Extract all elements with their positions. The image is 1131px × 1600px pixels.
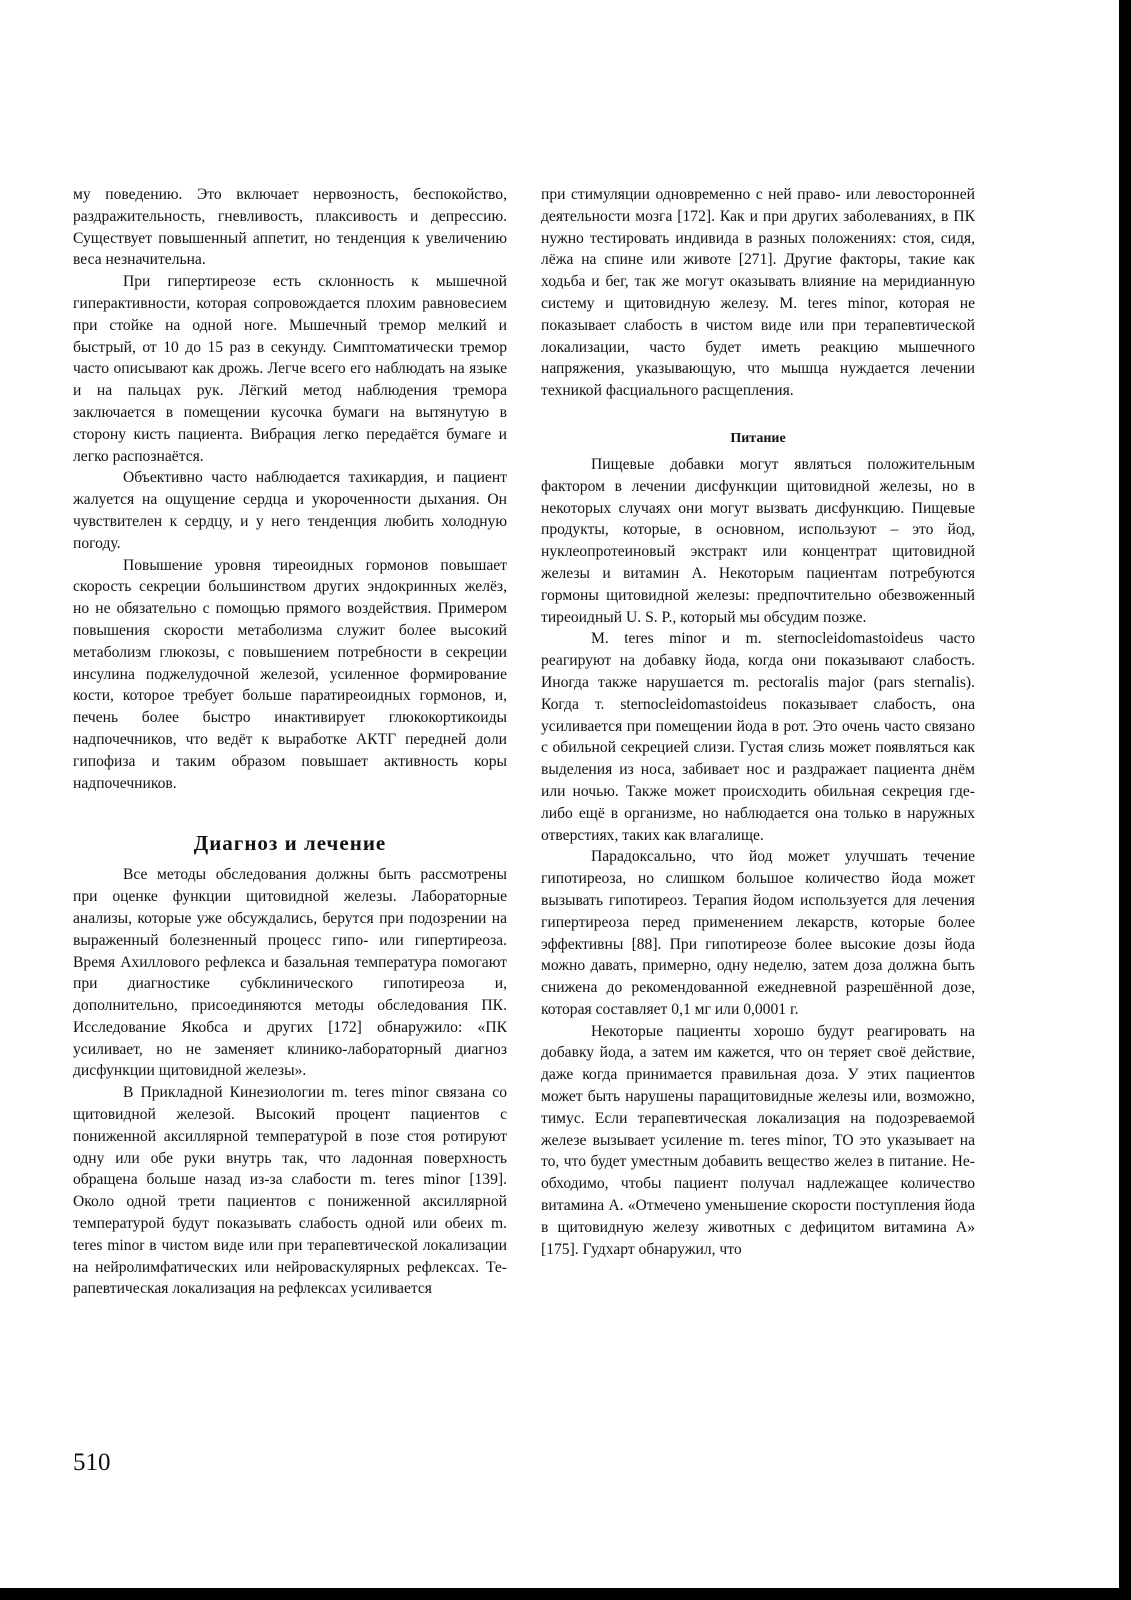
scan-edge-bottom <box>0 1588 1131 1600</box>
paragraph: Некоторые пациенты хорошо будут реагировать на добавку йода, а затем им кажется, что он теряет своё действие, даже когда принимается правильная доза. У этих пациентов может быть нарушены паращитовидные железы или, возможно, тимус. Если терапевтическая локализация на подозреваемой железе вызывает усиление m. teres minor, ТО это указывает на то, что будет уместным добавить вещество желез в питание. Необходимо, чтобы пациент получал надлежащее количество витамина А. «Отмечено уменьшение скорости поступления йода в щитовидную железу животных с дефицитом витамина А» [175]. Гудхарт обнаружил, что <box>541 1022 975 1258</box>
right-column <box>541 184 975 1260</box>
paragraph: M. teres minor и m. sternocleidomastoideus часто реагируют на добавку йода, когда они показывают слабость. Иногда также нарушается m. pectoralis major (pars sternalis). Когда т. sternocleidomastoideus показывает слабость, она усиливается при помещении йода в рот. Это очень часто связано с обильной секрецией слизи. Густая слизь может появляться как выделения из носа, забивает нос и раздражает пациента днём или ночью. Также может происходить обильная секреция где-либо ещё в организме, но наблюдается она только в наружных отверстиях, таких как влагалище. <box>541 630 975 844</box>
paragraph: При гипертиреозе есть склонность к мышечной гиперактивности, которая сопровождается плохим равновесием при стойке на одной ноге. Мышечный тремор мелкий и быстрый, от 10 до 15 раз в секунду. Симптоматически тремор часто описывают как дрожь. Легче всего его наблюдать на языке и на пальцах рук. Лёгкий метод наблюдения тремора заключается в помещении кусочка бумаги на вытянутую в сторону кисть пациента. Вибрация легко передаётся бумаге и легко распознаётся. <box>73 273 507 465</box>
subsection-heading: Питание <box>730 430 786 446</box>
left-column <box>73 184 507 1300</box>
paragraph: Парадоксально, что йод может улучшать течение гипотиреоза, но слишком большое количество йода может вызывать гипотиреоз. Терапия йодом используется для лечения гипертиреоза перед применением лекарств, которые более эффективны [88]. При гипотиреозе более высокие дозы йода можно давать, примерно, одну неделю, затем доза должна быть снижена до рекомендованной ежедневной разрешённой дозе, которая составляет 0,1 мг или 0,0001 г. <box>541 848 975 1018</box>
paragraph: Все методы обследования должны быть рассмотрены при оценке функции щитовидной железы. Лабораторные анализы, которые уже обсуждались, берутся при подозрении на выраженный болезненный процесс гипо- или гипертиреоза. Время Ахиллового рефлекса и базальная температура помогают при диагностике субклинического гипотиреоза и, дополнительно, присоединяются методы обследования ПК. Исследование Якобса и других [172] обнаружило: «ПК усиливает, но не заменяет клинико-лабораторный диагноз дисфункции щитовидной железы». <box>73 866 507 1080</box>
paragraph: Объективно часто наблюдается тахикардия, и пациент жалуется на ощущение сердца и укороченности дыхания. Он чувствителен к сердцу, и у него тенденция любить холодную погоду. <box>73 469 507 552</box>
section-heading: Диагноз и лечение <box>193 831 387 856</box>
paragraph: В Прикладной Кинезиологии m. teres minor связана со щитовидной железой. Высокий процент пациентов с пониженной аксиллярной температурой в позе стоя ротируют одну или обе руки внутрь так, что ладонная поверхность обращена больше назад из-за слабости m. teres minor [139]. Около одной трети пациентов с пониженной аксиллярной температурой будут показывать слабость одной или обеих m. teres minor в чистом виде или при терапевтической локализации на нейролимфатических или нейроваскулярных рефлексах. Терапевтическая локализация на рефлексах усиливается <box>73 1084 507 1298</box>
paragraph: Пищевые добавки могут являться положительным фактором в лечении дисфункции щитовидной железы, но в некоторых случаях они могут вызвать дисфункцию. Пищевые продукты, которые, в основном, используют – это йод, нуклеопротеиновый экстракт или концентрат щитовидной железы и витамин А. Некоторым пациентам потребуются гормоны щитовидной железы: предпочтительно обезвоженный тиреоидный U. S. P., который мы обсудим позже. <box>541 455 975 626</box>
paragraph: Повышение уровня тиреоидных гормонов повышает скорость секреции большинством других эндокринных желёз, но не обязательно с помощью прямого воздействия. Примером повышения скорости метаболизма служит более высокий метаболизм глюкозы, с повышением потребности в секреции инсулина поджелудочной железой, усиленное формирование кости, которое требует больше паратиреоидных гормонов, и, печень более быстро инактивирует глюкокортикоиды надпочечников, что ведёт к выработке АКТГ передней доли гипофиза и таким образом повышает активность коры надпочечников. <box>73 556 507 792</box>
page-number: 510 <box>73 1449 111 1476</box>
paragraph: при стимуляции одновременно с ней право- или левосторонней деятельности мозга [172]. Как и при других заболеваниях, в ПК нужно тестировать индивида в разных положениях: стоя, сидя, лёжа на спине или животе [271]. Другие факторы, такие как ходьба и бег, так же могут оказывать влияние на меридианную систему и щитовидную железу. M. teres minor, которая не показывает слабость в чистом виде или при терапевтической локализации, часто будет иметь реакцию мышечного напряжения, указывающую, что мышца нуждается лечении техникой фасциального расщепления. <box>541 186 975 400</box>
paragraph: му поведению. Это включает нервозность, беспокойство, раздражительность, гневливость, плаксивость и депрессию. Существует повышенный аппетит, но тенденция к увеличению веса незначительна. <box>73 186 507 269</box>
scan-edge-right <box>1119 0 1131 1600</box>
